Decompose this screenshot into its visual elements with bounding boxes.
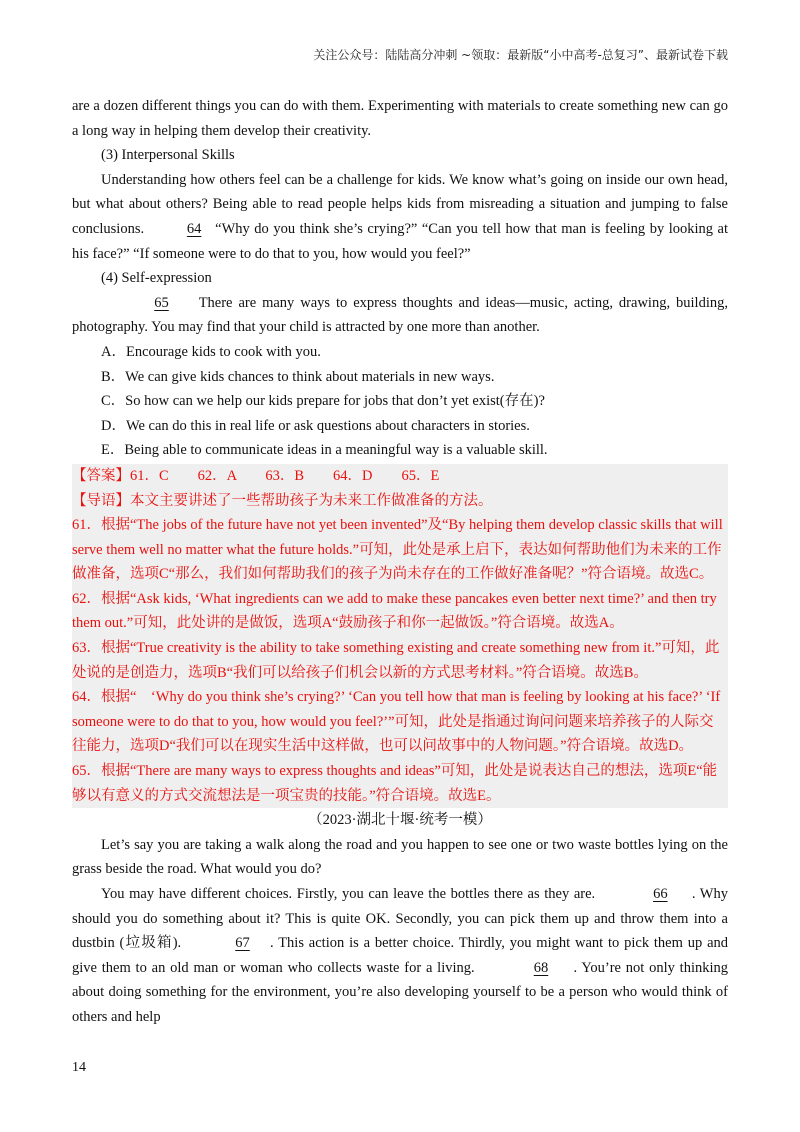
paragraph-text: You may have different choices. Firstly, you can leave the bottles there as they are. <box>101 886 596 902</box>
option-a: A．Encourage kids to cook with you. <box>101 343 321 360</box>
answer-keys: 【答案】61．C 62．A 63．B 64．D 65．E <box>72 467 440 484</box>
paragraph-interpersonal <box>72 168 728 266</box>
option-d: D．We can do this in real life or ask questions about characters in stories. <box>101 417 530 434</box>
paragraph-text: There are many ways to express thoughts and ideas—music, acting, drawing, building, photography. You may find that your child is attracted by one more than another. <box>72 294 728 336</box>
answer-section <box>72 464 728 808</box>
explanation-63: 63．根据“True creativity is the ability to take something existing and create something new from it.”可知，此处说的是创造力，选项B“我们可以给孩子们机会以新的方式思考材料。”符合语境。故选B。 <box>72 640 720 681</box>
paragraph-creativity-end: are a dozen different things you can do with them. Experimenting with materials to create something new can go a long way in helping them develop their creativity. <box>72 98 728 139</box>
option-c: C．So how can we help our kids prepare for jobs that don’t yet exist(存在)? <box>101 393 545 410</box>
paragraph-text: “Why do you think she’s crying?” “Can you tell how that man is feeling by looking at his face?” “If someone were to do that to you, how would you feel?” <box>72 220 729 262</box>
page-header: 关注公众号：陆陆高分冲刺 ~领取：最新版“小中高考-总复习”、最新试卷下载 <box>313 48 728 62</box>
heading-interpersonal-skills: (3) Interpersonal Skills <box>101 147 235 164</box>
blank-68: 68 <box>533 959 549 976</box>
page-number: 14 <box>72 1060 86 1075</box>
explanation-62: 62．根据“Ask kids, ‘What ingredients can we add to make these pancakes even better next time?’ and then try them out.”可知，此处讲的是做饭，选项A“鼓励孩子和你一起做饭。”符合语境。故选A。 <box>72 590 717 632</box>
document-body <box>72 94 728 1030</box>
option-e: E．Being able to communicate ideas in a meaningful way is a valuable skill. <box>101 442 548 459</box>
paragraph-choices <box>72 882 728 1030</box>
paragraph-text: . Why should you do something about it? This is quite OK. Secondly, you can pick them up and throw them into a dustbin (垃圾箱). <box>72 886 728 952</box>
explanation-61: 61．根据“The jobs of the future have not yet been invented”及“By helping them develop classic skills that will serve them well no matter what the future holds.”可知，此处是承上启下，表达如何帮助他们为未来的工作做准备，选项C“那么，我们如何帮助我们的孩子为尚未存在的工作做好准备呢？”符合语境。故选C。 <box>72 517 723 583</box>
blank-64: 64 <box>186 220 202 237</box>
blank-67: 67 <box>235 935 250 952</box>
answer-guide: 【导语】本文主要讲述了一些帮助孩子为未来工作做准备的方法。 <box>72 492 493 509</box>
paragraph-waste-bottles: Let’s say you are taking a walk along the road and you happen to see one or two waste bottles lying on the grass beside the road. What would you do? <box>72 836 728 878</box>
heading-self-expression: (4) Self-expression <box>101 270 212 287</box>
option-b: B．We can give kids chances to think about materials in new ways. <box>101 368 495 385</box>
paragraph-text: . You’re not only thinking about doing something for the environment, you’re also developing yourself to be a person who would think of others and help <box>72 959 729 1025</box>
blank-65: 65 <box>154 294 169 311</box>
blank-66: 66 <box>653 886 668 902</box>
paragraph-text: . This action is a better choice. Thirdly, you might want to pick them up and give them to an old man or woman who collects waste for a living. <box>72 935 729 976</box>
paragraph-text: Understanding how others feel can be a challenge for kids. We know what’s going on inside our own head, but what about others? Being able to read people helps kids from misreading a situation and jumping to false conclusions. <box>72 171 728 237</box>
explanation-64: 64．根据“ ‘Why do you think she’s crying?’ ‘Can you tell how that man is feeling by looking at his face?’ ‘If someone were to do that to you, how would you feel?’”可知，此处是指通过询问问题来培养孩子的人际交往能力，选项D“我们可以在现实生活中这样做，也可以问故事中的人物问题。”符合语境。故选D。 <box>72 689 721 755</box>
paragraph-self-expression <box>72 291 728 340</box>
passage-source-title: （2023·湖北十堰·统考一模） <box>308 812 492 829</box>
explanation-65: 65．根据“There are many ways to express thoughts and ideas”可知，此处是说表达自己的想法，选项E“能够以有意义的方式交流想法是一项宝贵的技能。”符合语境。故选E。 <box>72 763 718 804</box>
